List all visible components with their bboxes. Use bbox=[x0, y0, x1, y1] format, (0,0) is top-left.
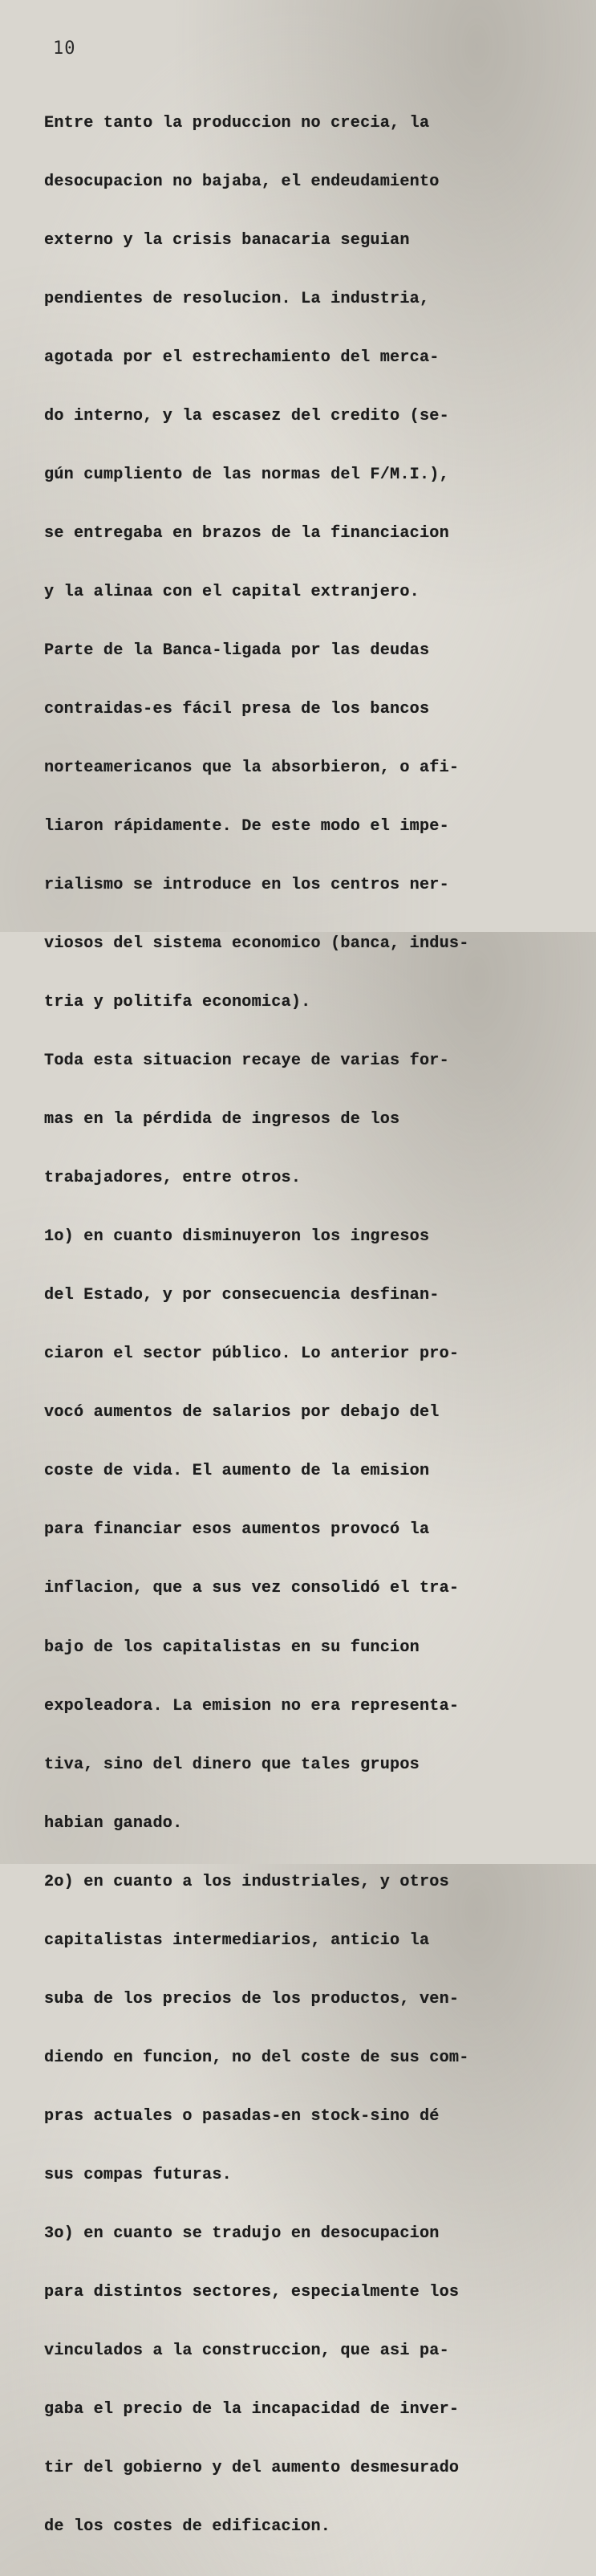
text-line: pras actuales o pasadas-en stock-sino dé bbox=[44, 2106, 440, 2126]
text-line: trabajadores, entre otros. bbox=[44, 1169, 302, 1188]
text-line: suba de los precios de los productos, ven- bbox=[44, 1989, 460, 2008]
body-text bbox=[44, 75, 557, 2576]
text-line: 3o) en cuanto se tradujo en desocupacion bbox=[44, 2224, 440, 2243]
text-line: y la alinaa con el capital extranjero. bbox=[44, 582, 420, 601]
text-line: vinculados a la construccion, que asi pa- bbox=[44, 2341, 449, 2360]
text-line: del Estado, y por consecuencia desfinan- bbox=[44, 1286, 440, 1305]
text-line: Toda esta situacion recaye de varias for- bbox=[44, 1052, 449, 1071]
text-line: se entregaba en brazos de la financiacion bbox=[44, 523, 449, 543]
text-line: ciaron el sector público. Lo anterior pro- bbox=[44, 1345, 460, 1364]
page-number: 10 bbox=[53, 39, 76, 59]
text-line: gaba el precio de la incapacidad de inver- bbox=[44, 2399, 460, 2419]
text-line: 1o) en cuanto disminuyeron los ingresos bbox=[44, 1227, 430, 1247]
text-line: expoleadora. La emision no era representa- bbox=[44, 1696, 460, 1715]
text-line: sus compas futuras. bbox=[44, 2165, 232, 2184]
text-line: agotada por el estrechamiento del merca- bbox=[44, 348, 440, 367]
text-line: para financiar esos aumentos provocó la bbox=[44, 1520, 430, 1540]
text-line: mas en la pérdida de ingresos de los bbox=[44, 1110, 400, 1129]
text-line: norteamericanos que la absorbieron, o afi- bbox=[44, 759, 460, 778]
text-line: 2o) en cuanto a los industriales, y otros bbox=[44, 1872, 449, 1891]
text-line: tiva, sino del dinero que tales grupos bbox=[44, 1755, 420, 1774]
text-line: vocó aumentos de salarios por debajo del bbox=[44, 1403, 440, 1422]
text-line: rialismo se introduce en los centros ner- bbox=[44, 876, 449, 895]
text-line: gún cumpliento de las normas del F/M.I.), bbox=[44, 465, 449, 484]
text-line: diendo en funcion, no del coste de sus com- bbox=[44, 2048, 469, 2067]
text-line: habian ganado. bbox=[44, 1813, 183, 1833]
text-line: inflacion, que a sus vez consolidó el tra- bbox=[44, 1579, 460, 1598]
text-line: bajo de los capitalistas en su funcion bbox=[44, 1638, 420, 1657]
text-line: contraidas-es fácil presa de los bancos bbox=[44, 700, 430, 718]
text-line: Entre tanto la produccion no crecia, la bbox=[44, 113, 430, 132]
text-line: capitalistas intermediarios, anticio la bbox=[44, 1931, 430, 1950]
text-line: pendientes de resolucion. La industria, bbox=[44, 289, 430, 308]
text-line: tria y politifa economica). bbox=[44, 993, 311, 1012]
text-line: desocupacion no bajaba, el endeudamiento bbox=[44, 172, 440, 191]
text-line: viosos del sistema economico (banca, indus- bbox=[44, 934, 469, 954]
text-line: liaron rápidamente. De este modo el impe- bbox=[44, 817, 449, 836]
text-line: externo y la crisis banacaria seguian bbox=[44, 230, 410, 250]
text-line: para distintos sectores, especialmente los bbox=[44, 2282, 460, 2301]
text-line: Parte de la Banca-ligada por las deudas bbox=[44, 641, 430, 660]
text-line: do interno, y la escasez del credito (se- bbox=[44, 406, 449, 425]
text-line: de los costes de edificacion. bbox=[44, 2517, 331, 2536]
text-line: tir del gobierno y del aumento desmesurado bbox=[44, 2458, 460, 2477]
text-line: coste de vida. El aumento de la emision bbox=[44, 1462, 430, 1481]
